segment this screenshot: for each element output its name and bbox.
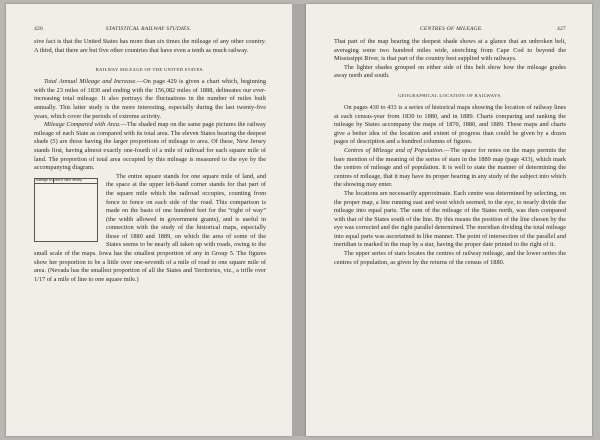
locations-paragraph: The locations are necessarily approximate. Each centre was determined by selecting, on the proper map, a line running east and west which seemed, to the eye, to nearly divide the mileage into equal parts. The sum of the mileage of the States north, was then compared with that of the States south of the line. By this means the position of the line chosen by the eye was corrected and the right parallel determined. The meridian dividing the total mileage into equal parts was ascertained in like manner. The point of intersection of the parallel and meridian is marked in the map by a star, having the proper date printed to the right of it. (334, 189, 566, 249)
centres-text: —The space for notes on the maps permits the bare mention of the meaning of the series of stars in the 1889 map (page 433), which mark the centres of mileage and of population. It is well to state the manner of determining the centres of mileage, that it may have its proper bearing in any study of the subject into which the showing may enter. (334, 146, 566, 189)
left-section-heading: RAILWAY MILEAGE OF THE UNITED STATES. (95, 67, 205, 73)
right-running-head (334, 26, 566, 32)
total-mileage-text: —On page 429 is given a chart which, beginning with the 23 miles of 1830 and ending with the 156,082 miles of 1888, delineates our ever-increasing total mileage. It also portrays the fluctuations in the number of miles built annually. This latter study is the more interesting, especially during the last twenty-five years, which cover the periods of extreme activity. (34, 78, 266, 120)
right-page-content (334, 26, 566, 267)
left-page (6, 4, 292, 436)
total-mileage-subhead: Total Annual Mileage and Increase. (44, 78, 137, 86)
left-running-head (34, 26, 266, 32)
historical-maps-paragraph: On pages 430 to 433 is a series of historical maps showing the location of railway lines at each census-year from 1830 to 1880, and in 1889. Charts comparing and ranking the mileage by States accompany the maps of 1870, 1880, and 1889. These maps and charts give a better idea of the location and extent of progress than could be given by a dozen pages of description and a hundred columns of figures. (334, 103, 566, 146)
right-running-title: CENTRES OF MILEAGE. (420, 26, 483, 32)
left-page-number: 426 (34, 26, 43, 32)
left-intro-paragraph: sive fact is that the United States has more than six times the mileage of any other country. A third, that there are but five other countries that have even a tenth as much railway. (34, 38, 266, 54)
right-intro-paragraph: That part of the map bearing the deepest shade shows at a glance that an unbroken belt, averaging some two hundred miles wide, stretching from Cape Cod to beyond the Mississippi River, is that part of the country best supplied with railways. (334, 38, 566, 63)
mileage-area-subhead: Mileage Compared with Area. (44, 121, 121, 129)
total-mileage-paragraph (34, 78, 266, 121)
book-gutter (292, 4, 306, 436)
left-running-title: STATISTICAL RAILWAY STUDIES. (105, 26, 192, 32)
mileage-area-text: —The shaded map on the same page pictures the railway mileage of each State as compared with its total area. The eleven States bearing the deepest shade (5) are those having the larger proportions of mileage to area. Of these, New Jersey stands first, having almost exactly one-fourth of a mile of railroad for each square mile of land. The proportion of total area occupied by this mileage is measured to the eye by the accompanying diagram. (34, 121, 266, 172)
centres-subhead: Centres of Mileage and of Population. (344, 146, 444, 154)
right-page-number: 427 (557, 26, 566, 32)
upper-stars-paragraph: The upper series of stars locates the centres of railway mileage, and the lower series the centres of population, as given by the returns of the census of 1880. (334, 250, 566, 266)
lighter-shades-paragraph: The lighter shades grouped on either side of this belt show how the mileage grades away north and south. (334, 63, 566, 80)
square-mile-paragraph: The entire square stands for one square mile of land, and the space at the upper left-hand corner stands for that part of the square mile which the railroad occupies, counting from fence to fence on each side of the road. This comparison is made on the basis of one hundred feet for the “right of way” (the width allowed in government grants), and is useful in connection with the study of the historical maps, especially those of 1880 and 1889, on which the area of some of the States seems to be nearly all taken up with roads, owing to the small scale of the maps. Iowa has the smallest proportion of any in Group 5. The figures show her proportion to be a little over one-seventh of a mile of road to one square mile of area. (Nevada has the smallest proportion of all the States and Territories, viz., a trifle over 1/17 of a mile of line to one square mile.) (34, 172, 266, 283)
right-section-heading: GEOGRAPHICAL LOCATION OF RAILWAYS. (398, 92, 502, 98)
diagram-caption: Mileage to Area in New Jersey. (36, 177, 83, 182)
mileage-area-paragraph (34, 121, 266, 173)
left-page-content (34, 26, 266, 284)
right-page (306, 4, 592, 436)
diagram-rule (35, 183, 97, 184)
centres-paragraph (334, 147, 566, 190)
mileage-area-diagram (34, 178, 98, 242)
